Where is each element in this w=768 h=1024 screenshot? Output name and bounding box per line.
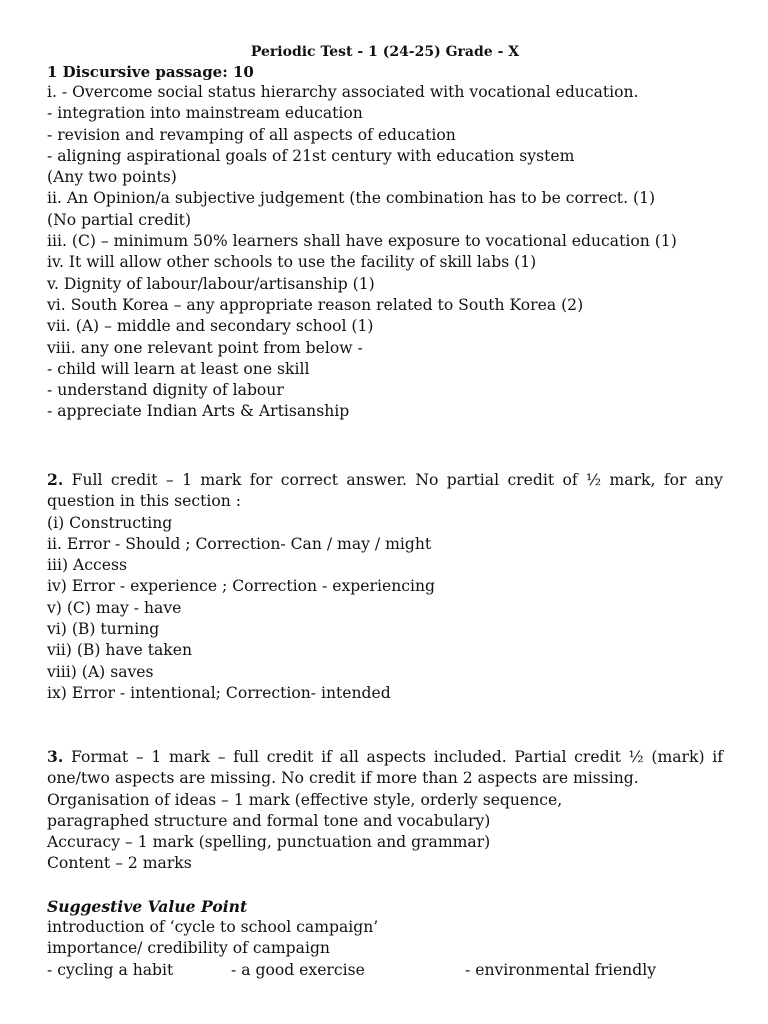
list-item: - integration into mainstream education <box>47 104 363 123</box>
list-item: - appreciate Indian Arts & Artisanship <box>47 402 350 421</box>
list-item: introduction of ‘cycle to school campaign’ <box>47 918 379 936</box>
list-item: (No partial credit) <box>47 210 192 229</box>
section1-answers <box>47 82 723 423</box>
list-item: paragraphed structure and formal tone and vocabulary) <box>47 811 491 830</box>
page-title: Periodic Test - 1 (24-25) Grade - X <box>250 44 520 60</box>
list-item: v. Dignity of labour/labour/artisanship (1) <box>47 274 375 293</box>
list-item: i. - Overcome social status hierarchy associated with vocational education. <box>47 83 639 101</box>
value-points-row <box>47 960 723 981</box>
section2-intro-text: Full credit – 1 mark for correct answer. No partial credit of ½ mark, for any question in this section : <box>47 471 723 511</box>
value-point: - a good exercise <box>231 960 365 979</box>
list-item: viii. any one relevant point from below - <box>47 338 363 357</box>
section3-criteria <box>47 790 723 875</box>
list-item: - aligning aspirational goals of 21st century with education system <box>47 146 575 165</box>
list-item: (Any two points) <box>47 168 177 187</box>
list-item: vii) (B) have taken <box>47 641 193 660</box>
list-item: vi. South Korea – any appropriate reason related to South Korea (2) <box>47 295 584 314</box>
value-points-list <box>47 917 723 981</box>
list-item: importance/ credibility of campaign <box>47 939 330 958</box>
value-points-heading: Suggestive Value Point <box>47 897 248 916</box>
list-item: ii. An Opinion/a subjective judgement (the combination has to be correct. (1) <box>47 189 656 208</box>
section2 <box>47 469 723 704</box>
section3-intro <box>47 746 723 790</box>
section2-answers <box>47 513 723 705</box>
section2-intro <box>47 469 723 513</box>
section3-intro-text: Format – 1 mark – full credit if all aspects included. Partial credit ½ (mark) if one/two aspects are missing. No credit if more than 2 aspects are missing. <box>47 748 723 788</box>
list-item: vi) (B) turning <box>47 620 160 639</box>
list-item: iii. (C) – minimum 50% learners shall have exposure to vocational education (1) <box>47 232 677 251</box>
list-item: ix) Error - intentional; Correction- intended <box>47 683 391 702</box>
list-item: - child will learn at least one skill <box>47 359 310 378</box>
list-item: viii) (A) saves <box>47 662 154 681</box>
list-item: - revision and revamping of all aspects of education <box>47 125 456 144</box>
list-item: (i) Constructing <box>47 513 173 532</box>
list-item: v) (C) may - have <box>47 598 182 617</box>
list-item: iii) Access <box>47 556 127 575</box>
value-point: - environmental friendly <box>465 960 657 979</box>
list-item: ii. Error - Should ; Correction- Can / may / might <box>47 534 432 553</box>
section3-number: 3. <box>47 747 64 766</box>
section1-heading: 1 Discursive passage: 10 <box>47 63 254 81</box>
list-item: vii. (A) – middle and secondary school (1) <box>47 317 374 336</box>
list-item: Organisation of ideas – 1 mark (effective style, orderly sequence, <box>47 790 563 809</box>
section3 <box>47 746 723 875</box>
value-point: - cycling a habit <box>47 960 174 979</box>
list-item: Accuracy – 1 mark (spelling, punctuation and grammar) <box>47 833 491 852</box>
section2-number: 2. <box>47 470 64 489</box>
list-item: iv. It will allow other schools to use the facility of skill labs (1) <box>47 253 537 272</box>
list-item: iv) Error - experience ; Correction - experiencing <box>47 577 435 596</box>
list-item: Content – 2 marks <box>47 854 192 873</box>
list-item: - understand dignity of labour <box>47 381 284 400</box>
